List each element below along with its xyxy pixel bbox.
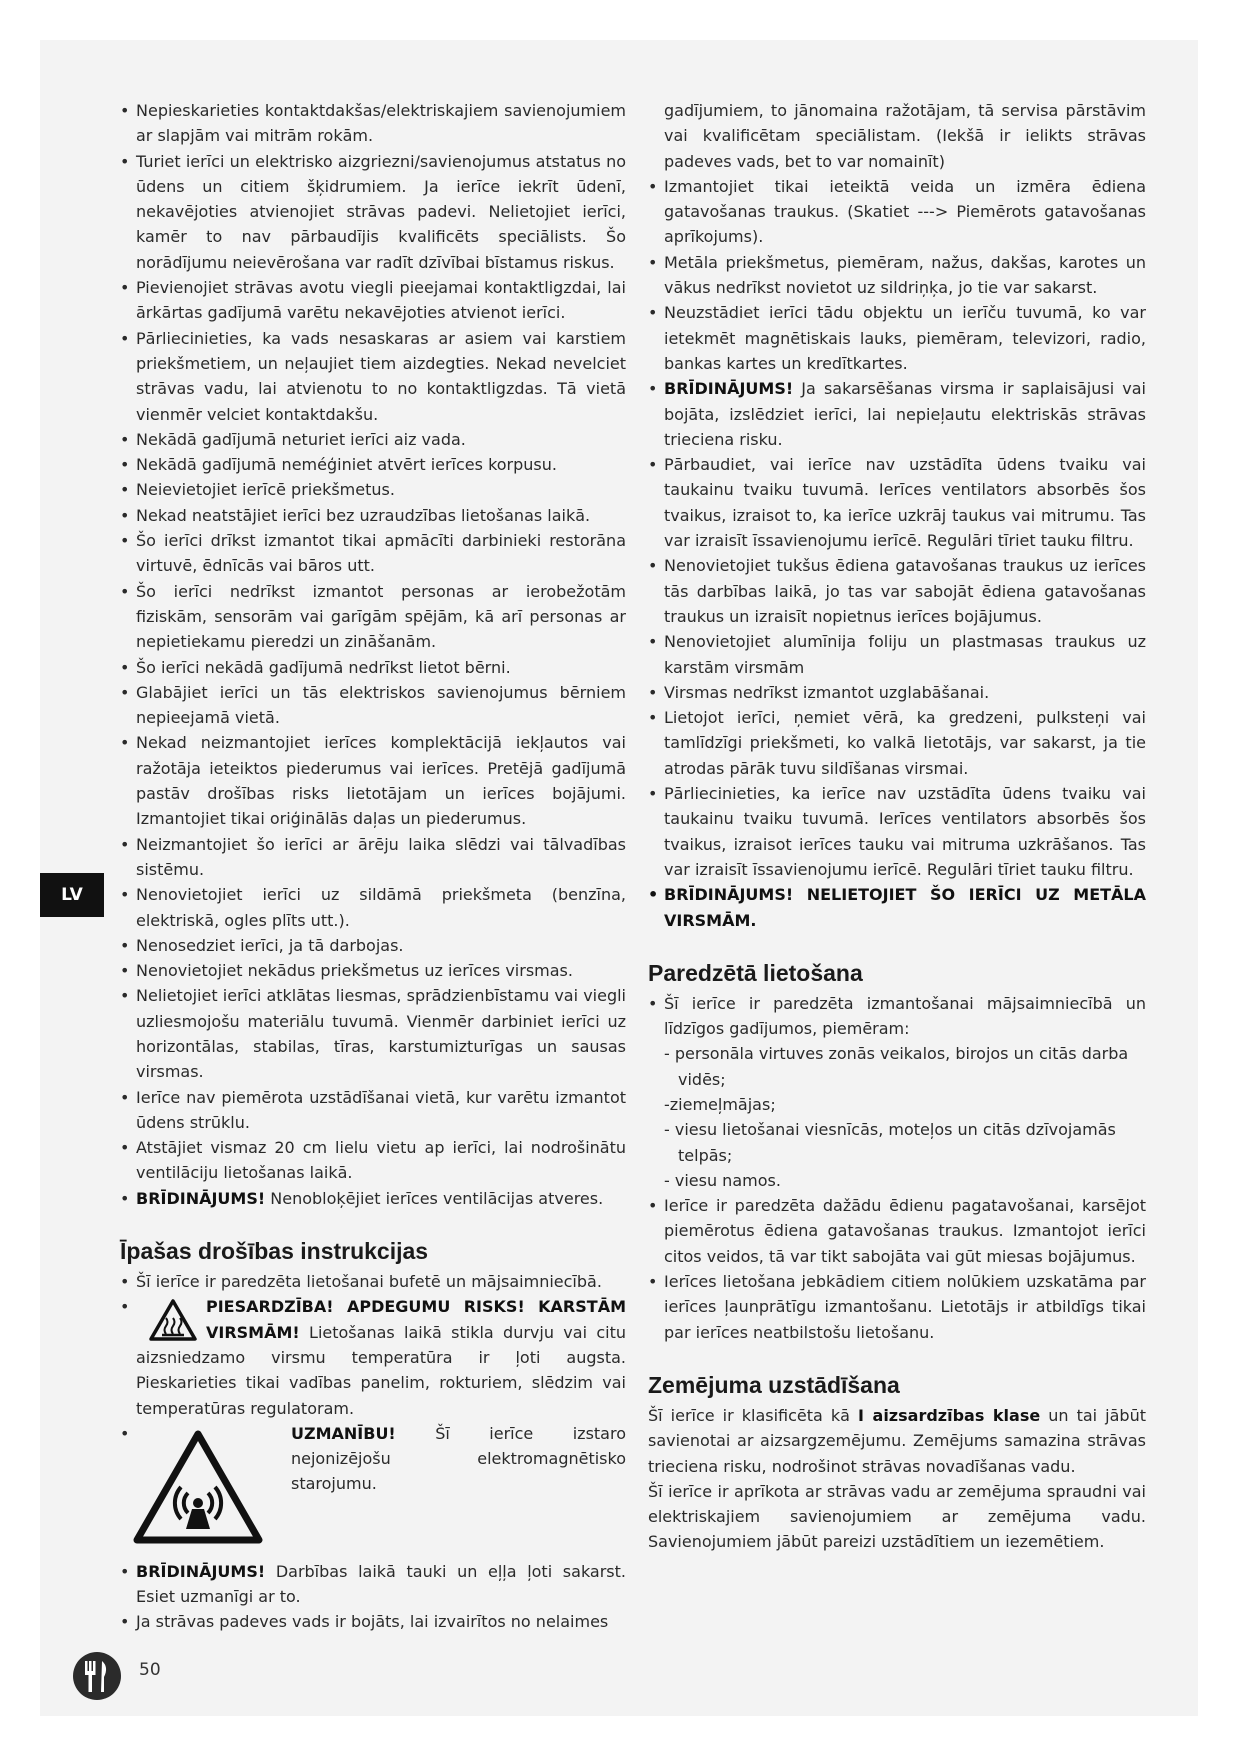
safety-item: • Metāla priekšmetus, piemēram, nažus, dakšas, karotes un vākus nedrīkst novietot uz sildriņķa, jo tie var sakarst.: [648, 250, 1146, 301]
safety-item: • Nenovietojiet nekādus priekšmetus uz ierīces virsmas.: [120, 958, 626, 983]
safety-item: • Nenosedziet ierīci, ja tā darbojas.: [120, 933, 626, 958]
safety-item: • Neuzstādiet ierīci tādu objektu un ierīču tuvumā, ko var ietekmēt magnētiskais lauks, piemēram, televizori, radio, bankas kartes un kredītkartes.: [648, 300, 1146, 376]
intended-sub-item: -ziemeļmājas;: [664, 1094, 776, 1114]
radiation-warning: [120, 1421, 626, 1539]
left-column: [120, 98, 626, 1635]
surface-warning: [648, 376, 1146, 452]
grounding-text: un tai jābūt savienotai ar aizsargzemējumu. Zemējums samazina strāvas trieciena risku, nodrošinot strāvas novadīšanas vadu.: [648, 1405, 1147, 1476]
safety-item: • Nekad neizmantojiet ierīces komplektācijā iekļautos vai ražotāja ieteiktos piederumus vai ierīces. Pretējā gadījumā pastāv drošības risks lietotājam un ierīces bojājumi. Izmantojiet tikai oriģinālās daļas un piederumus.: [120, 730, 626, 831]
safety-item: • Pārliecinieties, ka ierīce nav uzstādīta ūdens tvaiku vai taukainu tvaiku tuvumā. Ierīces ventilators absorbēs šos tvaikus, izraisot ierīces tauku vai mitruma uzkrāšanos. Tas var izraisīt īssavienojumu ierīcē. Regulāri tīriet tauku filtru.: [648, 781, 1146, 882]
special-safety-heading: Īpašas drošības instrukcijas: [120, 1238, 429, 1265]
safety-item: • Nekad neatstājiet ierīci bez uzraudzības lietošanas laikā.: [120, 503, 626, 528]
radiation-warning-icon: [132, 1429, 264, 1545]
safety-item: • Šo ierīci drīkst izmantot tikai apmācīti darbinieki restorāna virtuvē, ēdnīcās vai bāros utt.: [120, 528, 626, 579]
grounding-paragraph: Šī ierīce ir aprīkota ar strāvas vadu ar zemējuma spraudni vai elektriskajiem savienojumiem ar zemējuma vadu. Savienojumiem jābūt pareizi uzstādītiem un iezemētiem.: [648, 1481, 1146, 1552]
safety-item: • Pievienojiet strāvas avotu viegli pieejamai kontaktligzdai, lai ārkārtas gadījumā varētu nekavējoties atvienot ierīci.: [120, 275, 626, 326]
oil-warning: [120, 1559, 626, 1610]
safety-item: • Ierīce nav piemērota uzstādīšanai vietā, kur varētu izmantot ūdens strūklu.: [120, 1085, 626, 1136]
safety-item: • Lietojot ierīci, ņemiet vērā, ka gredzeni, pulksteņi vai tamlīdzīgi priekšmeti, ko valkā lietotājs, var sakarst, ja tie atrodas pārāk tuvu sildīšanas virsmai.: [648, 705, 1146, 781]
warning-label: BRĪDINĀJUMS!: [136, 1561, 266, 1581]
language-tab: LV: [40, 873, 104, 917]
grounding-heading: Zemējuma uzstādīšana: [648, 1371, 900, 1398]
protection-class: I aizsardzības klase: [858, 1405, 1041, 1425]
cable-continuation: gadījumiem, to jānomaina ražotājam, tā servisa pārstāvim vai kvalificētam speciālistam. (Iekšā ir ielikts strāvas padeves vads, bet to var nomainīt): [664, 101, 1146, 171]
intended-sub-item: - personāla virtuves zonās veikalos, birojos un citās darba vidēs;: [664, 1044, 1129, 1089]
warning-text: Ja sakarsēšanas virsma ir saplaisājusi vai bojāta, izslēdziet ierīci, lai nepieļautu elektriskās strāvas trieciena risku.: [664, 379, 1146, 449]
grounding-text: Šī ierīce ir klasificēta kā: [648, 1405, 859, 1425]
grounding-paragraph: [648, 1403, 1146, 1479]
page-number: 50: [139, 1660, 161, 1680]
safety-item: • Nepieskarieties kontaktdakšas/elektriskajiem savienojumiem ar slapjām vai mitrām rokām.: [120, 98, 626, 149]
safety-item: • Izmantojiet tikai ieteiktā veida un izmēra ēdiena gatavošanas traukus. (Skatiet ---> Piemērots gatavošanas aprīkojums).: [648, 174, 1146, 250]
warning-label: BRĪDINĀJUMS!: [664, 379, 794, 399]
intended-item: • Ierīce ir paredzēta dažādu ēdienu pagatavošanai, karsējot piemērotus ēdiena gatavošanas traukus. Izmantojot ierīci citos veidos, tā var tikt sabojāta vai gūt miesas bojājumus.: [648, 1193, 1146, 1269]
safety-item: • Ja strāvas padeves vads ir bojāts, lai izvairītos no nelaimes: [120, 1609, 626, 1634]
safety-item: • Turiet ierīci un elektrisko aizgriezni/savienojumus atstatus no ūdens un citiem šķidrumiem. Ja ierīce iekrīt ūdenī, nekavējoties atvienojiet strāvas padevi. Nelietojiet ierīci, kamēr to nav pārbaudījis kvalificēts speciālists. Šo norādījumu neievērošana var radīt dzīvībai bīstamus riskus.: [120, 149, 626, 275]
cutlery-logo-icon: [72, 1651, 122, 1701]
safety-item: • Glabājiet ierīci un tās elektriskos savienojumus bērniem nepieejamā vietā.: [120, 680, 626, 731]
intended-sub-item: - viesu lietošanai viesnīcās, moteļos un citās dzīvojamās telpās;: [664, 1120, 1116, 1165]
metal-surface-warning: • BRĪDINĀJUMS! NELIETOJIET ŠO IERĪCI UZ METĀLA VIRSMĀM.: [648, 882, 1146, 933]
warning-label: BRĪDINĀJUMS!: [136, 1188, 266, 1208]
safety-item: • Nelietojiet ierīci atklātas liesmas, sprādzienbīstamu vai viegli uzliesmojošu materiālu tuvumā. Vienmēr darbiniet ierīci uz horizontālas, stabilas, tīras, karstumizturīgas un sausas virsmas.: [120, 983, 626, 1084]
warning-text: Šī ierīce izstaro nejonizējošu elektromagnētisko starojumu.: [291, 1423, 626, 1494]
hot-surface-warning: [120, 1294, 626, 1420]
safety-item: • Nekādā gadījumā neméģiniet atvērt ierīces korpusu.: [120, 452, 626, 477]
safety-item: • Nenovietojiet tukšus ēdiena gatavošanas traukus uz ierīces tās darbības laikā, jo tas var sabojāt ēdiena gatavošanas traukus un izraisīt nopietnus ierīces bojājumus.: [648, 553, 1146, 629]
safety-item: • Šo ierīci nekādā gadījumā nedrīkst lietot bērni.: [120, 655, 626, 680]
safety-item: • Nenovietojiet alumīnija foliju un plastmasas traukus uz karstām virsmām: [648, 629, 1146, 680]
safety-item: • Neievietojiet ierīcē priekšmetus.: [120, 477, 626, 502]
intended-intro: • Šī ierīce ir paredzēta izmantošanai mājsaimniecībā un līdzīgos gadījumos, piemēram:: [648, 991, 1146, 1042]
intended-use-heading: Paredzētā lietošana: [648, 959, 863, 986]
intended-sub-item: - viesu namos.: [664, 1170, 781, 1190]
warning-text: Darbības laikā tauki un eļļa ļoti sakarst. Esiet uzmanīgi ar to.: [136, 1561, 626, 1607]
safety-item: • Neizmantojiet šo ierīci ar ārēju laika slēdzi vai tālvadības sistēmu.: [120, 832, 626, 883]
hot-surface-warning-icon: [148, 1298, 198, 1342]
safety-item: • Nenovietojiet ierīci uz sildāmā priekšmeta (benzīna, elektriskā, ogles plīts utt.).: [120, 882, 626, 933]
safety-item: • Pārliecinieties, ka vads nesaskaras ar asiem vai karstiem priekšmetiem, un neļaujiet tiem aizdegties. Nekad nevelciet strāvas vadu, lai atvienotu to no kontaktligzdas. Tā vietā vienmēr velciet kontaktdakšu.: [120, 326, 626, 427]
safety-item: • Atstājiet vismaz 20 cm lielu vietu ap ierīci, lai nodrošinātu ventilāciju lietošanas laikā.: [120, 1135, 626, 1186]
ventilation-warning: [120, 1186, 626, 1211]
safety-item: • Šī ierīce ir paredzēta lietošanai bufetē un mājsaimniecībā.: [120, 1269, 626, 1294]
warning-label: UZMANĪBU!: [291, 1423, 396, 1443]
safety-item: • Šo ierīci nedrīkst izmantot personas ar ierobežotām fiziskām, sensorām vai garīgām spējām, kā arī personas ar nepietiekamu pieredzi un zināšanām.: [120, 579, 626, 655]
right-column: [648, 98, 1146, 1555]
intended-item: • Ierīces lietošana jebkādiem citiem nolūkiem uzskatāma par ierīces ļaunprātīgu izmantošanu. Lietotājs ir atbildīgs tikai par ierīces neatbilstošu lietošanu.: [648, 1269, 1146, 1345]
safety-item: • Pārbaudiet, vai ierīce nav uzstādīta ūdens tvaiku vai taukainu tvaiku tuvumā. Ierīces ventilators absorbēs šos tvaikus, izraisot to, ka ierīce uzkrāj taukus vai mitrumu. Tas var izraisīt īssavienojumu ierīcē. Regulāri tīriet tauku filtru.: [648, 452, 1146, 553]
safety-item: • Virsmas nedrīkst izmantot uzglabāšanai.: [648, 680, 1146, 705]
warning-label: PIESARDZĪBA! APDEGUMU RISKS! KARSTĀM VIRSMĀM!: [206, 1297, 626, 1342]
warning-text: Lietošanas laikā stikla durvju vai citu aizsniedzamo virsmu temperatūra ir ļoti augsta. Pieskarieties tikai vadības panelim, rokturiem, slēdzim vai temperatūras regulatoram.: [136, 1322, 626, 1418]
warning-text: Nenobloķējiet ierīces ventilācijas atveres.: [265, 1188, 604, 1208]
safety-item: • Nekādā gadījumā neturiet ierīci aiz vada.: [120, 427, 626, 452]
